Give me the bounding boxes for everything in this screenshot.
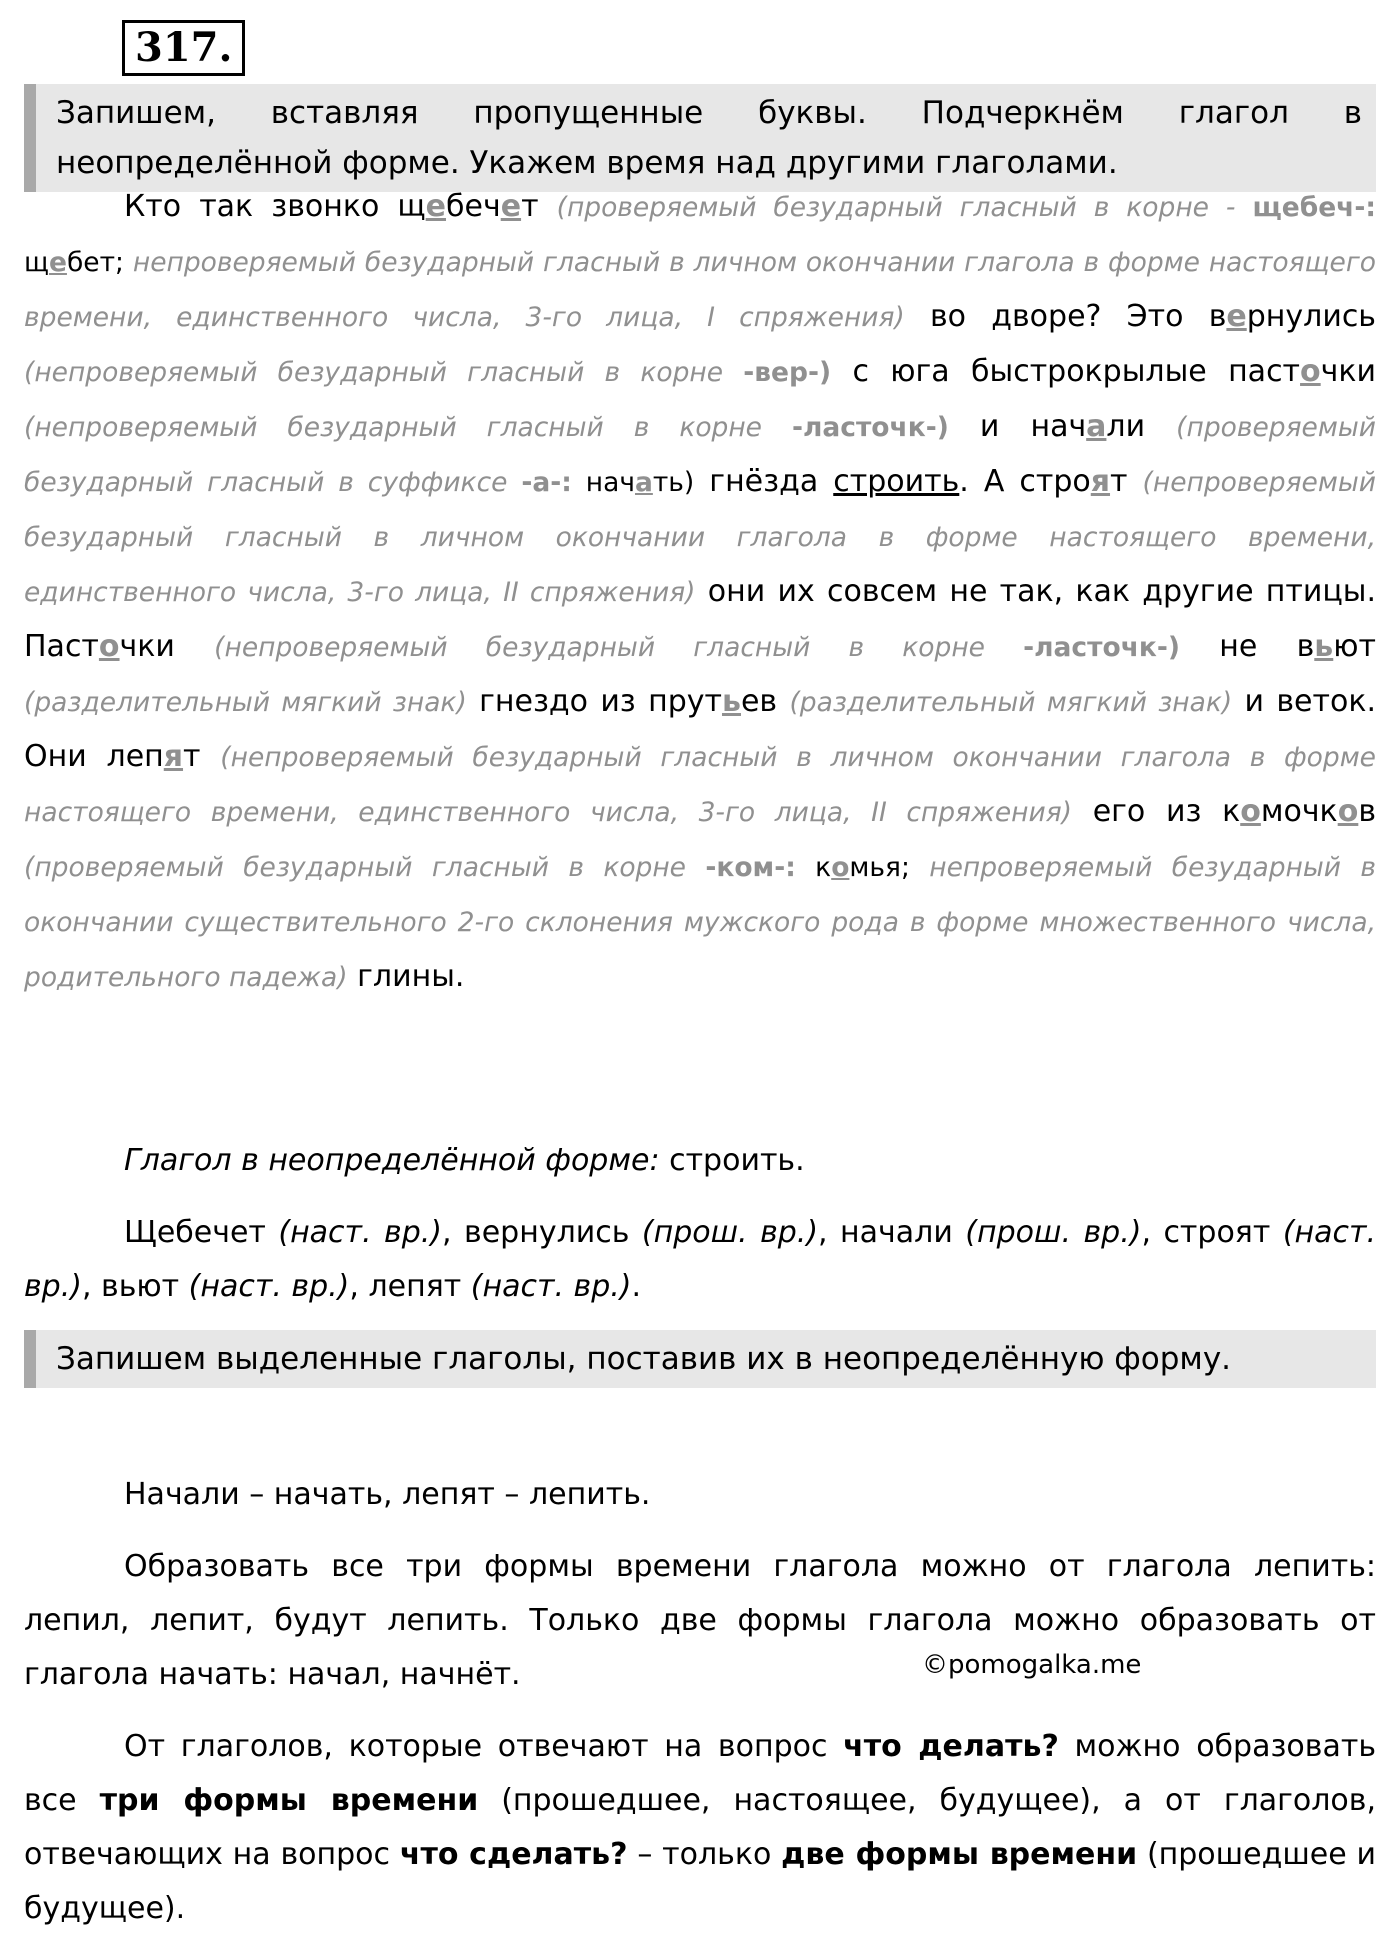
task-instruction-1: Запишем, вставляя пропущенные буквы. Подчеркнём глагол в неопределённой форме. Укажем время над другими глаголами. — [24, 84, 1376, 192]
task-instruction-2: Запишем выделенные глаголы, поставив их в неопределённую форму. — [24, 1330, 1376, 1388]
answer-3: От глаголов, которые отвечают на вопрос что делать? можно образовать все три формы времени (прошедшее, настоящее, будущее), а от глаголов, отвечающих на вопрос что сделать? – только две формы времени (прошедшее и будущее). — [24, 1729, 1377, 1926]
tenses-line: Щебечет (наст. вр.), вернулись (прош. вр.), начали (прош. вр.), строят (наст. вр.), вьют (наст. вр.), лепят (наст. вр.). — [24, 1215, 1377, 1304]
infinitive-line: Глагол в неопределённой форме: строить. — [124, 1143, 805, 1178]
answer-1: Начали – начать, лепят – лепить. — [124, 1477, 651, 1512]
watermark: ©pomogalka.me — [922, 1650, 1142, 1680]
main-text: Кто так звонко щебечет (проверяемый безударный гласный в корне - щебеч-: щебет; непроверяемый безударный гласный в личном окончании глагола в форме настоящего времени, единственного числа, 3-го лица, I спряжения) во дворе? Это вернулись (непроверяемый безударный гласный в корне -вер-) с юга быстрокрылые пасточки (непроверяемый безударный гласный в корне -ласточк-) и начали (проверяемый безударный гласный в суффиксе -а-: начать) гнёзда строить. А строят (непроверяемый безударный гласный в личном окончании глагола в форме настоящего времени, единственного числа, 3-го лица, II спряжения) они их совсем не так, как другие птицы. Пасточки (непроверяемый безударный гласный в корне -ласточк-) не вьют (разделительный мягкий знак) гнездо из прутьев (разделительный мягкий знак) и веток. Они лепят (непроверяемый безударный гласный в личном окончании глагола в форме настоящего времени, единственного числа, 3-го лица, II спряжения) его из комочков (проверяемый безударный гласный в корне -ком-: комья; непроверяемый безударный в окончании существительного 2-го склонения мужского рода в форме множественного числа, родительного падежа) глины. — [24, 189, 1377, 994]
exercise-number: 317. — [122, 20, 245, 76]
infinitive-underlined: строить — [833, 464, 960, 499]
answer-2: Образовать все три формы времени глагола можно от глагола лепить: лепил, лепит, будут лепить. Только две формы глагола можно образовать от глагола начать: начал, начнёт. — [24, 1549, 1376, 1692]
